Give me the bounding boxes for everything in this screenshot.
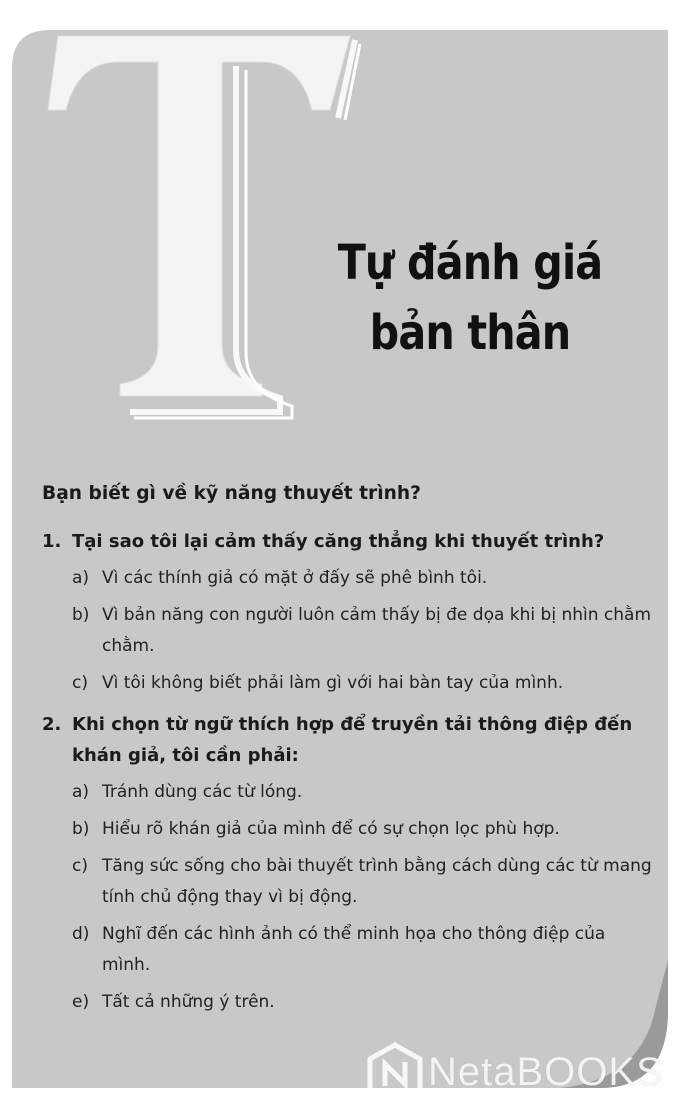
answer-item	[72, 814, 652, 845]
answer-text: Vì các thính giả có mặt ở đấy sẽ phê bình tôi.	[102, 568, 488, 588]
answer-text: Tất cả những ý trên.	[102, 992, 275, 1012]
answer-text: Tăng sức sống cho bài thuyết trình bằng cách dùng các từ mang tính chủ động thay vì bị động.	[102, 856, 652, 907]
answer-text: Vì bản năng con người luôn cảm thấy bị đe dọa khi bị nhìn chằm chằm.	[102, 605, 652, 656]
answer-list	[72, 777, 652, 1018]
quiz-content	[42, 478, 652, 1028]
chapter-title-line-1: Tự đánh giá	[337, 235, 603, 291]
answer-letter: a)	[72, 782, 90, 802]
answer-text: Vì tôi không biết phải làm gì với hai bàn tay của mình.	[102, 673, 564, 693]
answer-item	[72, 851, 652, 913]
answer-item	[72, 600, 652, 662]
answer-list	[72, 563, 652, 699]
answer-text: Tránh dùng các từ lóng.	[102, 782, 303, 802]
question-1	[42, 526, 652, 699]
question-label: Tại sao tôi lại cảm thấy căng thẳng khi thuyết trình?	[72, 531, 605, 552]
section-heading: Bạn biết gì về kỹ năng thuyết trình?	[42, 482, 421, 504]
answer-letter: c)	[72, 673, 88, 693]
answer-item	[72, 919, 652, 981]
question-text	[42, 709, 652, 771]
answer-text: Hiểu rõ khán giả của mình để có sự chọn lọc phù hợp.	[102, 819, 560, 839]
question-number: 2.	[42, 714, 62, 735]
answer-letter: a)	[72, 568, 90, 588]
watermark-suffix: .vn	[671, 1072, 693, 1089]
answer-letter: d)	[72, 924, 90, 944]
answer-text: Nghĩ đến các hình ảnh có thể minh họa cho thông điệp của mình.	[102, 924, 606, 975]
answer-item	[72, 563, 652, 594]
watermark-text: NetaBOOKS	[428, 1050, 664, 1094]
answer-item	[72, 987, 652, 1018]
answer-letter: b)	[72, 605, 90, 625]
hexagon-n-logo-icon	[366, 1042, 424, 1106]
answer-letter: b)	[72, 819, 90, 839]
answer-item	[72, 668, 652, 699]
answer-item	[72, 777, 652, 808]
watermark	[366, 1040, 696, 1106]
answer-letter: e)	[72, 992, 90, 1012]
question-number: 1.	[42, 531, 62, 552]
question-text	[42, 526, 652, 557]
answer-letter: c)	[72, 856, 88, 876]
chapter-title	[324, 228, 616, 368]
chapter-title-line-2: bản thân	[369, 305, 571, 361]
question-label: Khi chọn từ ngữ thích hợp để truyền tải thông điệp đến khán giả, tôi cần phải:	[72, 714, 633, 766]
drop-cap-letter	[0, 0, 400, 440]
question-2	[42, 709, 652, 1018]
